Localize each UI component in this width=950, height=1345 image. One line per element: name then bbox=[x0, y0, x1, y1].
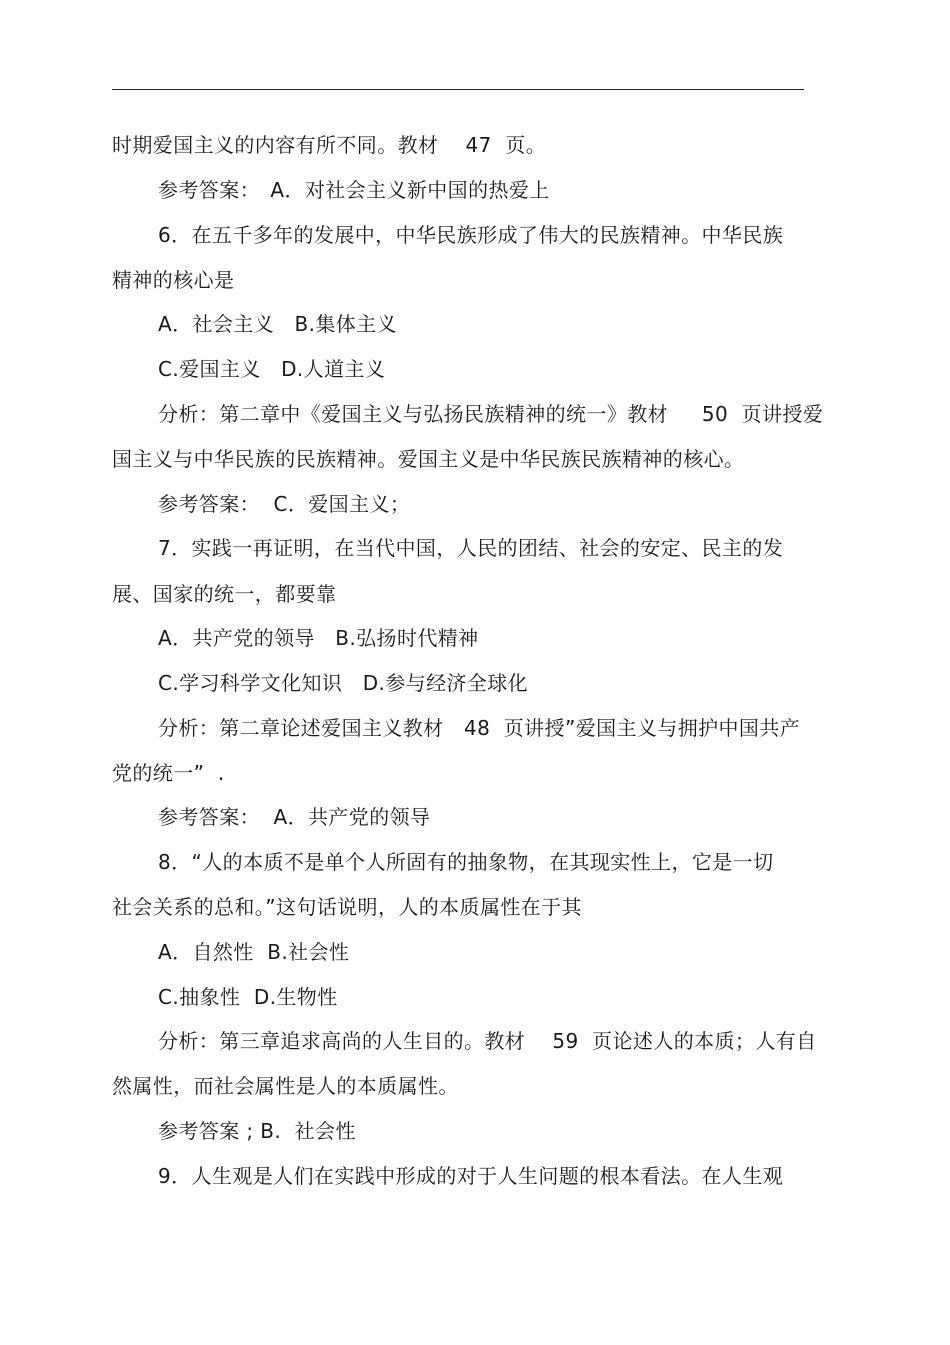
answer-line: 参考答案： A．共产党的领导 bbox=[158, 805, 431, 829]
question-line: 6．在五千多年的发展中，中华民族形成了伟大的民族精神。中华民族 bbox=[158, 223, 784, 247]
analysis-line: 分析：第二章论述爱国主义教材 48 页讲授”爱国主义与拥护中国共产 bbox=[158, 716, 801, 740]
analysis-line: 分析：第二章中《爱国主义与弘扬民族精神的统一》教材 50 页讲授爱 bbox=[158, 402, 824, 426]
analysis-line: 分析：第三章追求高尚的人生目的。教材 59 页论述人的本质；人有自 bbox=[158, 1029, 817, 1053]
question-line: 7．实践一再证明，在当代中国，人民的团结、社会的安定、民主的发 bbox=[158, 536, 784, 560]
option-line: C.抽象性 D.生物性 bbox=[158, 985, 338, 1009]
analysis-line: 然属性，而社会属性是人的本质属性。 bbox=[112, 1074, 459, 1098]
option-line: C.爱国主义 D.人道主义 bbox=[158, 357, 386, 381]
option-line: C.学习科学文化知识 D.参与经济全球化 bbox=[158, 671, 529, 695]
question-line: 8．“人的本质不是单个人所固有的抽象物，在其现实性上，它是一切 bbox=[158, 850, 774, 874]
question-line: 社会关系的总和。”这句话说明，人的本质属性在于其 bbox=[112, 895, 582, 919]
question-line: 精神的核心是 bbox=[112, 268, 235, 292]
analysis-line: 党的统一” . bbox=[112, 761, 225, 785]
question-line: 展、国家的统一，都要靠 bbox=[112, 582, 337, 606]
analysis-line: 国主义与中华民族的民族精神。爱国主义是中华民族民族精神的核心。 bbox=[112, 447, 745, 471]
option-line: A．社会主义 B.集体主义 bbox=[158, 312, 397, 336]
option-line: A．共产党的领导 B.弘扬时代精神 bbox=[158, 626, 479, 650]
answer-line: 参考答案 ; B. 社会性 bbox=[158, 1119, 356, 1143]
answer-line: 参考答案： A．对社会主义新中国的热爱上 bbox=[158, 178, 550, 202]
header-rule bbox=[112, 89, 804, 90]
answer-line: 参考答案： C．爱国主义； bbox=[158, 492, 411, 516]
option-line: A．自然性 B.社会性 bbox=[158, 940, 350, 964]
question-line: 9．人生观是人们在实践中形成的对于人生问题的根本看法。在人生观 bbox=[158, 1164, 784, 1188]
text-line: 时期爱国主义的内容有所不同。教材 47 页。 bbox=[112, 133, 547, 157]
